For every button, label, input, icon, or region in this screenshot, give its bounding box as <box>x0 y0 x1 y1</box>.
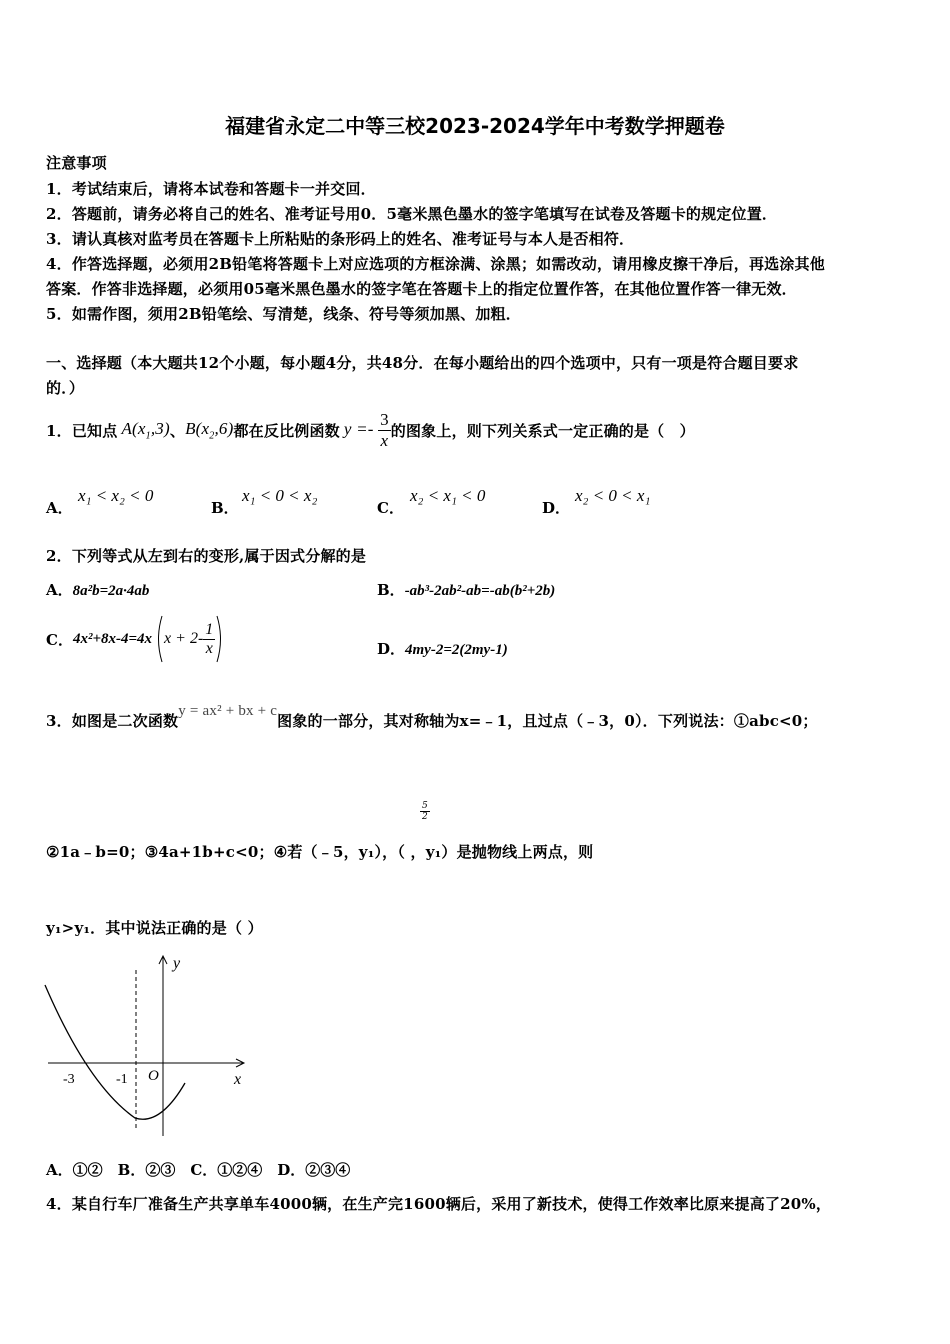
q3-line-2: ②1a﹣b=0；③4a+1b+c<0；④若（﹣5，y₁），（ ，y₁）是抛物线上两点，则 <box>46 843 594 861</box>
left-paren-icon <box>154 614 164 664</box>
notice-item-4: 4．作答选择题，必须用2B铅笔将答题卡上对应选项的方框涂满、涂黑；如需改动，请用橡皮擦干净后，再选涂其他 <box>46 255 825 273</box>
notice-item-5: 5．如需作图，须用2B铅笔绘、写清楚，线条、符号等须加黑、加粗． <box>46 305 521 323</box>
q1-option-d: x₂ < 0 < x₁ <box>575 486 651 505</box>
q1-option-a-label: A． <box>46 499 73 517</box>
q1-point-b: $B(x_2,6)$ <box>185 418 234 442</box>
q3-options: A．①② B．②③ C．①②④ D．②③④ <box>46 1161 351 1179</box>
q1-option-c-label: C． <box>377 499 404 517</box>
q2-option-b: B．-ab³-2ab²-ab=-ab(b²+2b) <box>377 581 556 599</box>
origin-label: O <box>148 1068 159 1084</box>
q2-option-a: A．8a²b=2a·4ab <box>46 581 150 599</box>
q1-option-b: x₁ < 0 < x₂ <box>242 486 318 505</box>
notice-heading: 注意事项 <box>46 154 107 172</box>
q1-suffix: 的图象上，则下列关系式一定正确的是（ ） <box>390 421 695 440</box>
parabola-graph <box>40 950 255 1145</box>
section-heading-cont: 的．） <box>46 379 85 397</box>
question-2: 2．下列等式从左到右的变形,属于因式分解的是 <box>46 547 367 565</box>
q3-small-fraction: $\frac{5}{2}$ <box>422 801 428 822</box>
q1-prefix: 1．已知点 <box>46 421 118 440</box>
tick-label-neg1: -1 <box>116 1072 128 1087</box>
question-4: 4．某自行车厂准备生产共享单车4000辆，在生产完1600辆后，采用了新技术，使得工作效率比原来提高了20%， <box>46 1195 832 1213</box>
q1-middle: 都在反比例函数 <box>233 421 340 440</box>
parabola-curve <box>45 985 185 1119</box>
q1-option-d-label: D． <box>542 499 571 517</box>
notice-item-2: 2．答题前，请务必将自己的姓名、准考证号用0．5毫米黑色墨水的签字笔填写在试卷及答题卡的规定位置． <box>46 205 778 223</box>
right-paren-icon <box>215 614 225 664</box>
question-3: 3．如图是二次函数 y = ax² + bx + c 图象的一部分，其对称轴为x=﹣1，且过点（﹣3，0）．下列说法：①abc<0； <box>46 703 818 730</box>
q3-function: y = ax² + bx + c <box>178 703 278 719</box>
q1-option-b-label: B． <box>211 499 239 517</box>
q2-option-d: D．4my-2=2(2my-1) <box>377 640 508 658</box>
question-1 <box>46 400 695 460</box>
notice-item-1: 1．考试结束后，请将本试卷和答题卡一并交回． <box>46 180 376 198</box>
q1-option-c: x₂ < x₁ < 0 <box>410 486 486 505</box>
q1-sep: 、 <box>169 421 186 440</box>
q1-option-a: x₁ < x₂ < 0 <box>78 486 154 505</box>
notice-item-3: 3．请认真核对监考员在答题卡上所粘贴的条形码上的姓名、准考证号与本人是否相符． <box>46 230 635 248</box>
y-axis-label: y <box>173 955 181 972</box>
q1-point-a: $A(x_1,3)$ <box>121 418 170 442</box>
tick-label-neg3: -3 <box>63 1072 75 1087</box>
q1-function: y =- $\frac{3}{x}$ <box>343 409 389 450</box>
page-title: 福建省永定二中等三校2023-2024学年中考数学押题卷 <box>225 114 725 138</box>
q2-option-c: C． 4x²+8x-4=4x x + 2- $\frac{1}{x}$ <box>46 614 225 664</box>
section-heading: 一、选择题（本大题共12个小题，每小题4分，共48分．在每小题给出的四个选项中，只有一项是符合题目要求 <box>46 354 799 372</box>
q3-line-3: y₁>y₁．其中说法正确的是（ ） <box>46 919 263 937</box>
notice-item-4-cont: 答案．作答非选择题，必须用05毫米黑色墨水的签字笔在答题卡上的指定位置作答，在其他位置作答一律无效． <box>46 280 797 298</box>
x-axis-label: x <box>234 1071 242 1088</box>
